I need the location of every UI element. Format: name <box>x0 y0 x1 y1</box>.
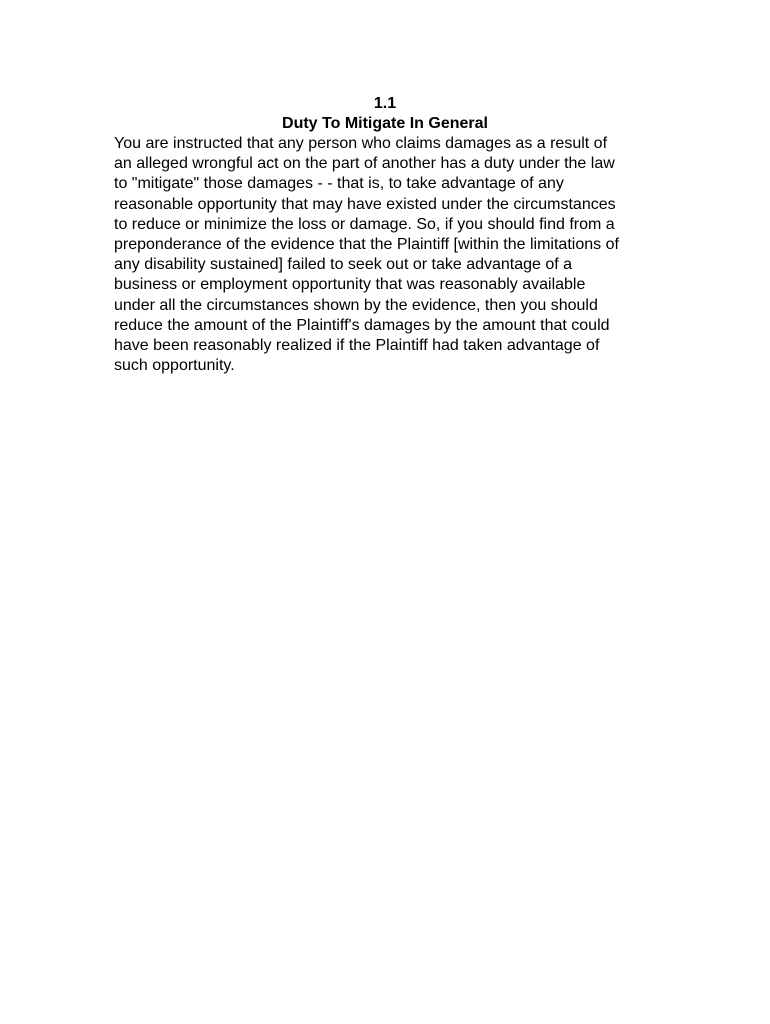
section-title: Duty To Mitigate In General <box>282 115 488 132</box>
section-number: 1.1 <box>373 95 397 112</box>
body-paragraph <box>114 134 674 376</box>
paragraph-line: to reduce or minimize the loss or damage. So, if you should find from a <box>114 215 615 233</box>
paragraph-line: such opportunity. <box>114 357 235 375</box>
paragraph-line: any disability sustained] failed to seek out or take advantage of a <box>114 256 573 274</box>
paragraph-line: reasonable opportunity that may have existed under the circumstances <box>114 195 616 213</box>
paragraph-line: under all the circumstances shown by the evidence, then you should <box>114 296 598 314</box>
paragraph-line: preponderance of the evidence that the Plaintiff [within the limitations of <box>114 236 619 254</box>
paragraph-line: reduce the amount of the Plaintiff's damages by the amount that could <box>114 316 610 334</box>
paragraph-line: business or employment opportunity that was reasonably available <box>114 276 586 294</box>
section-header <box>0 94 770 134</box>
paragraph-line: to "mitigate" those damages - - that is, to take advantage of any <box>114 175 564 193</box>
paragraph-line: have been reasonably realized if the Plaintiff had taken advantage of <box>114 337 600 355</box>
paragraph-line: You are instructed that any person who claims damages as a result of <box>114 135 608 152</box>
paragraph-line: an alleged wrongful act on the part of another has a duty under the law <box>114 155 615 173</box>
